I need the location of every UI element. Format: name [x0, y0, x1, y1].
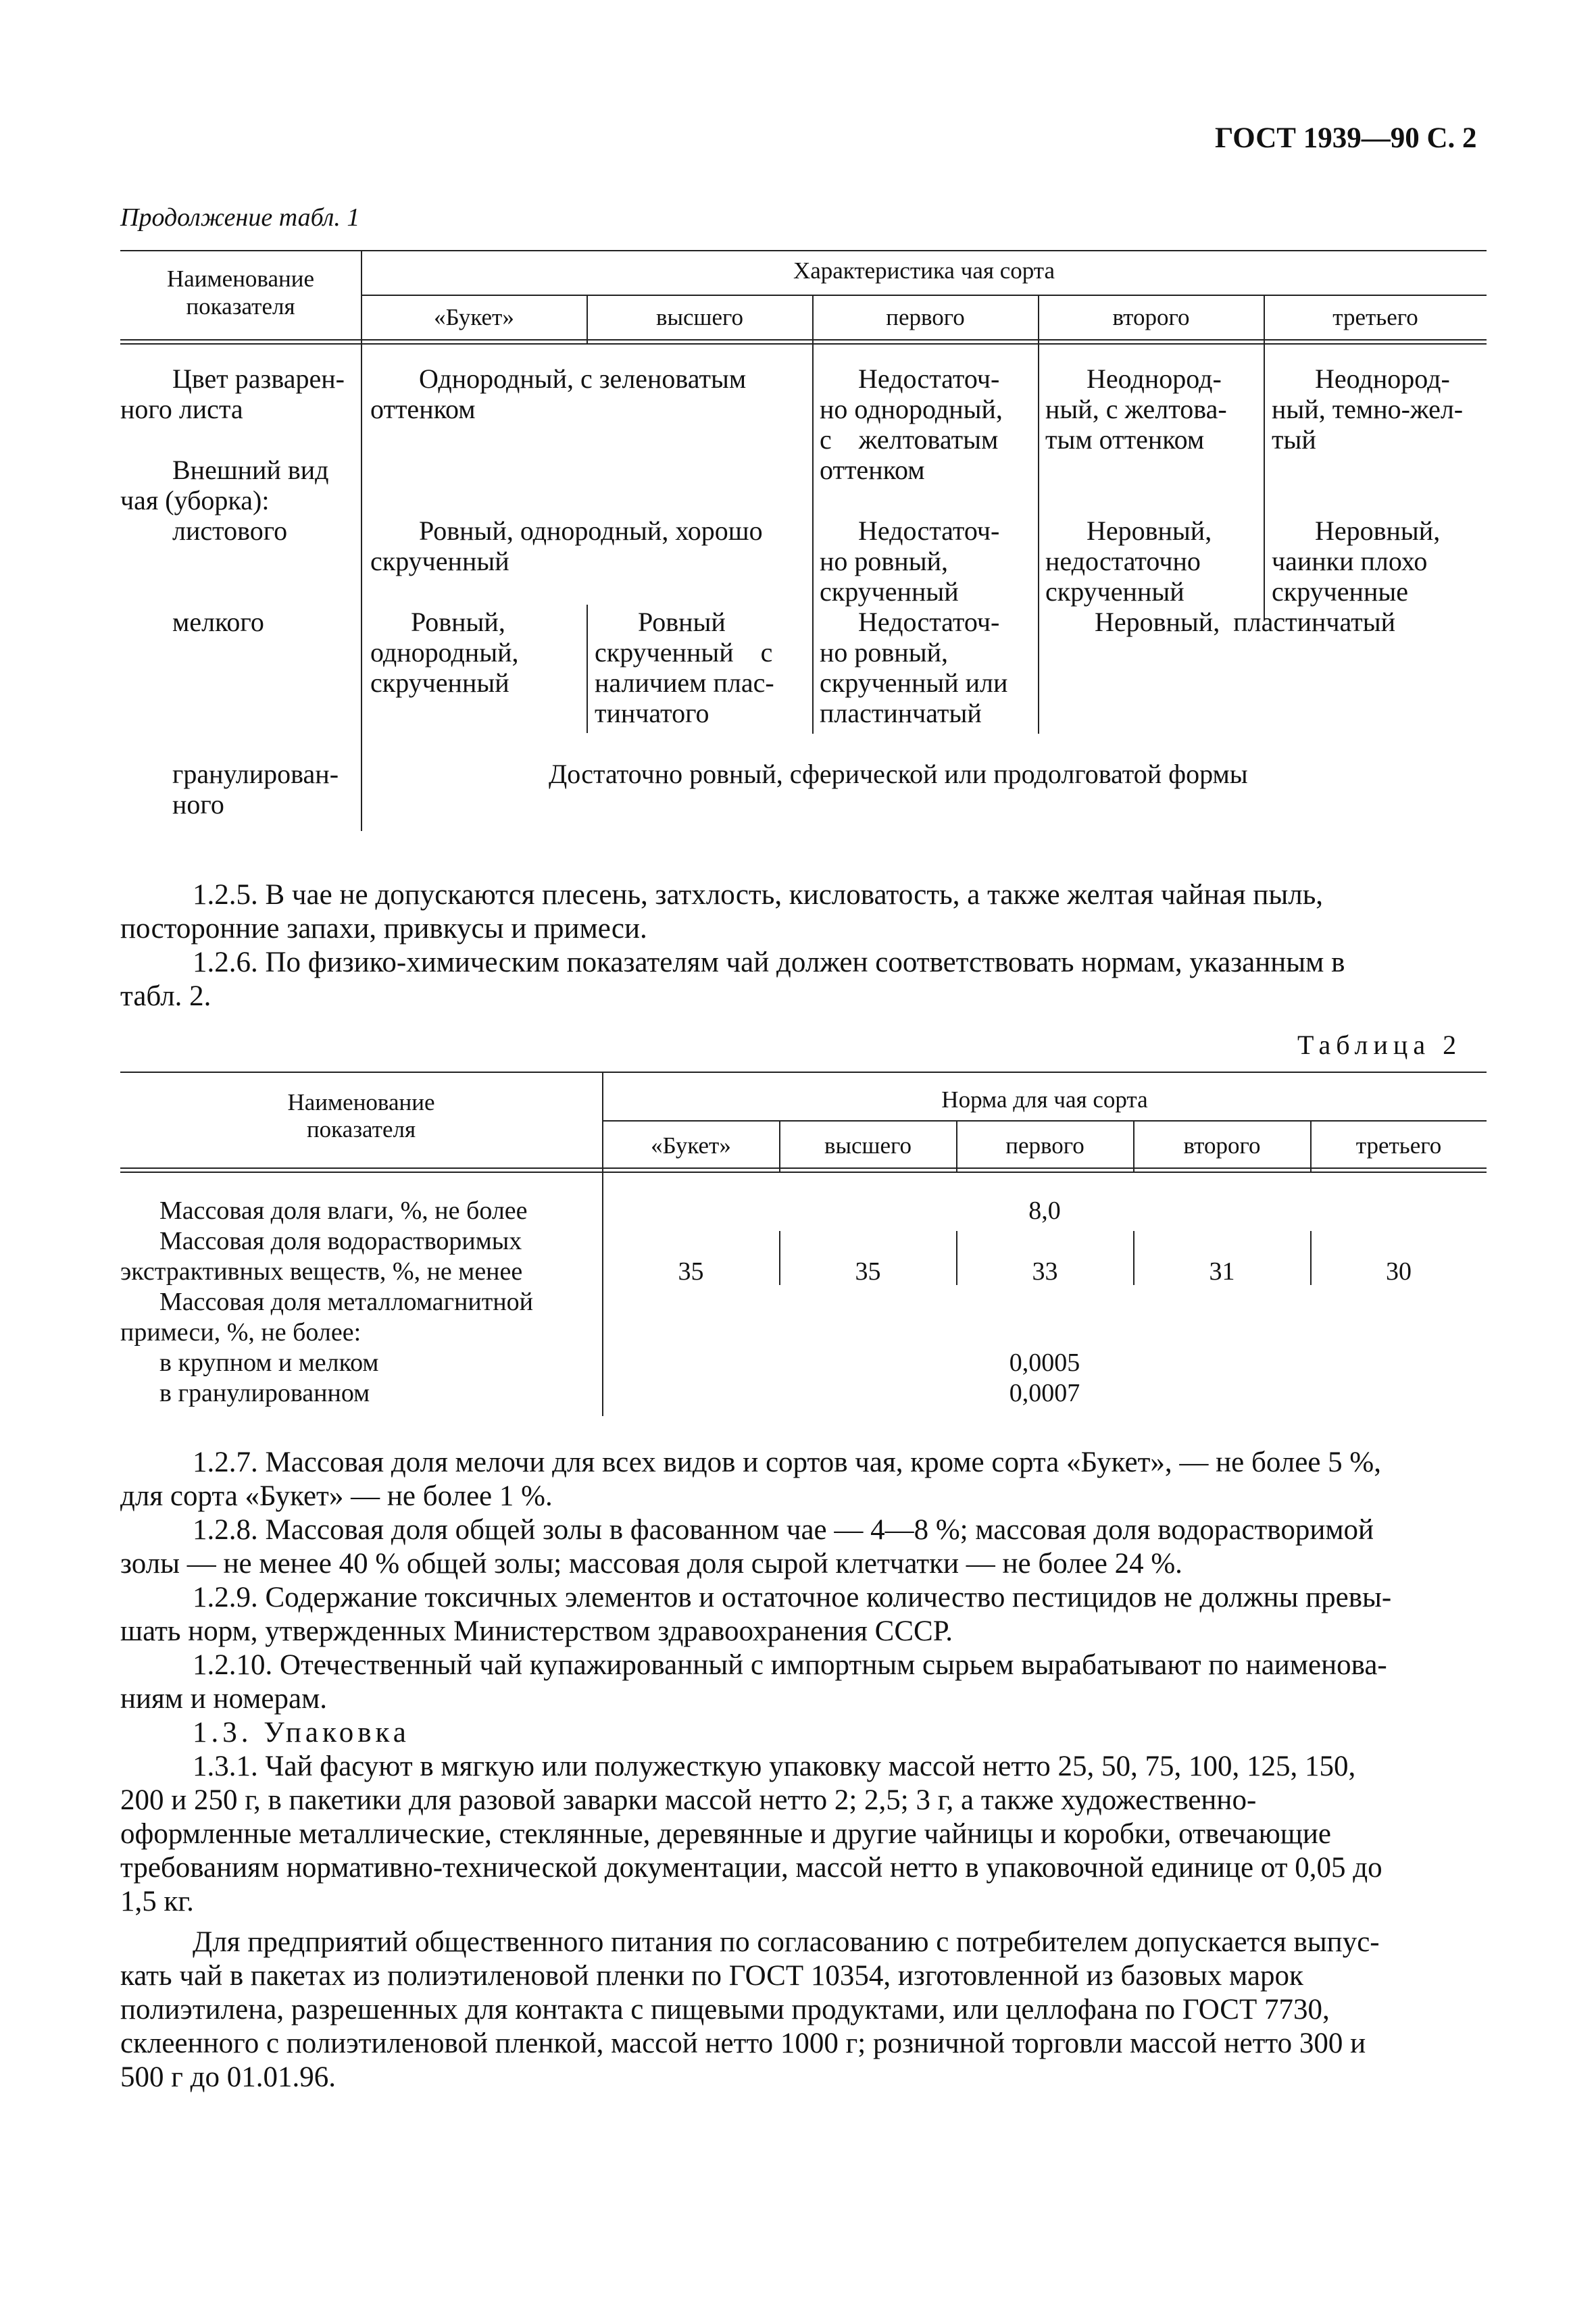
document-number-header: ГОСТ 1939—90 С. 2 — [1215, 122, 1477, 154]
table2-header-name-line2: показателя — [306, 1116, 416, 1142]
table1-cell-small-vtor-tret: Неровный, пластинчатый — [1095, 607, 1395, 637]
table2-value-metal-gran: 0,0007 — [1009, 1379, 1080, 1407]
table1-vline-col5 — [1264, 295, 1265, 619]
table2-value-extract-buket: 35 — [678, 1257, 704, 1286]
table1-cell-leaf-buket-l2: скрученный — [370, 546, 509, 576]
table1-cell-small-buket-l3: скрученный — [370, 668, 509, 698]
table2-value-extract-vtor: 31 — [1209, 1257, 1235, 1286]
para-1-3-1-line1: 1.3.1. Чай фасуют в мягкую или полужесткую упаковку массой нетто 25, 50, 75, 100, 125, 150, — [193, 1751, 1356, 1782]
table1-cell-small-buket-l1: Ровный, — [411, 607, 505, 637]
table1-cell-small-vysh-l1: Ровный — [638, 607, 726, 637]
table2-group-rule — [603, 1120, 1487, 1122]
table2-row-label-extract-l2: экстрактивных веществ, %, не менее — [120, 1257, 523, 1286]
table2-col-buket: «Букет» — [651, 1132, 731, 1159]
table2-value-moisture: 8,0 — [1028, 1197, 1061, 1225]
para-1-3-1-line4: требованиям нормативно-технической документации, массой нетто в упаковочной единице от 0,05 до — [120, 1852, 1382, 1884]
table1-cell-small-buket-l2: однородный, — [370, 637, 519, 668]
table1-cell-color-perv-l4: оттенком — [820, 455, 925, 485]
para-1-2-9-line1: 1.2.9. Содержание токсичных элементов и остаточное количество пестицидов не должны превы- — [193, 1582, 1392, 1613]
table1-row-gran-name-l2: ного — [172, 789, 224, 820]
table2-header-bottom-rule — [120, 1167, 1487, 1169]
table1-cell-leaf-perv-l1: Недостаточ- — [858, 515, 1000, 546]
table1-cell-color-perv-l3: с желтоватым — [820, 424, 999, 455]
table2-col-vtorogo: второго — [1183, 1132, 1261, 1159]
para-1-2-6-line2: табл. 2. — [120, 980, 211, 1012]
table1-vline-name — [361, 250, 362, 831]
table1-row-look-name-l2: чая (уборка): — [120, 485, 270, 515]
table1-row-color-name-l1: Цвет разварен- — [172, 363, 345, 394]
table1-col-pervogo: первого — [886, 304, 965, 330]
table2-col-vysshego: высшего — [824, 1132, 912, 1159]
table1-caption: Продолжение табл. 1 — [120, 203, 360, 232]
table1-cell-color-tret-l3: тый — [1272, 424, 1316, 455]
table2-header-group: Норма для чая сорта — [941, 1086, 1148, 1113]
para-1-3-1-line2: 200 и 250 г, в пакетики для разовой заварки массой нетто 2; 2,5; 3 г, а также художественно- — [120, 1784, 1257, 1816]
para-1-2-5-line2: посторонние запахи, привкусы и примеси. — [120, 913, 647, 945]
table1-cell-leaf-tret-l2: чаинки плохо — [1272, 546, 1428, 576]
para-1-3-1-line5: 1,5 кг. — [120, 1886, 194, 1917]
table1-cell-small-vysh-l4: тинчатого — [595, 698, 709, 728]
para-1-2-7-line2: для сорта «Букет» — не более 1 %. — [120, 1480, 553, 1512]
table1-vline-col4 — [1038, 295, 1039, 734]
table2-row-label-metal-l2: примеси, %, не более: — [120, 1318, 361, 1347]
table2-row-label-extract-l1: Массовая доля водорастворимых — [159, 1227, 522, 1255]
para-public-catering-line1: Для предприятий общественного питания по согласованию с потребителем допускается выпус- — [193, 1926, 1380, 1958]
table1-cell-leaf-tret-l3: скрученные — [1272, 576, 1408, 607]
table2-row-label-metal-l1: Массовая доля металломагнитной — [159, 1288, 534, 1316]
table1-cell-color-perv-l2: но однородный, — [820, 394, 1003, 424]
table1-header-name-line2: показателя — [186, 293, 295, 320]
table2-top-rule — [120, 1072, 1487, 1073]
table2-header-double-rule — [120, 1172, 1487, 1173]
para-1-2-8-line2: золы — не менее 40 % общей золы; массовая доля сырой клетчатки — не более 24 %. — [120, 1548, 1182, 1580]
table1-cell-small-perv-l4: пластинчатый — [820, 698, 982, 728]
table1-cell-small-perv-l1: Недостаточ- — [858, 607, 1000, 637]
table1-col-tretego: третьего — [1332, 304, 1418, 330]
table1-header-group: Характеристика чая сорта — [793, 257, 1055, 284]
table1-cell-small-perv-l3: скрученный или — [820, 668, 1008, 698]
table1-row-color-name-l2: ного листа — [120, 394, 243, 424]
para-public-catering-line2: кать чай в пакетах из полиэтиленовой пленки по ГОСТ 10354, изготовленной из базовых марок — [120, 1960, 1303, 1992]
table1-cell-leaf-perv-l2: но ровный, — [820, 546, 948, 576]
table2-col-tretego: третьего — [1355, 1132, 1442, 1159]
table1-cell-color-tret-l2: ный, темно-жел- — [1272, 394, 1464, 424]
table1-cell-color-tret-l1: Неоднород- — [1315, 363, 1450, 394]
para-public-catering-line4: склеенного с полиэтиленовой пленкой, массой нетто 1000 г; розничной торговли массой нетто 300 и — [120, 2028, 1366, 2059]
para-1-2-10-line2: ниям и номерам. — [120, 1683, 328, 1715]
para-1-2-6-line1: 1.2.6. По физико-химическим показателям чай должен соответствовать нормам, указанным в — [193, 947, 1345, 978]
table1-header-bottom-rule — [120, 339, 1487, 341]
table2-row-label-metal-gran: в гранулированном — [159, 1379, 370, 1407]
table1-cell-leaf-vtor-l2: недостаточно — [1045, 546, 1201, 576]
para-1-2-9-line2: шать норм, утвержденных Министерством здравоохранения СССР. — [120, 1615, 953, 1647]
para-1-2-8-line1: 1.2.8. Массовая доля общей золы в фасованном чае — 4—8 %; массовая доля водорастворимой — [193, 1514, 1374, 1546]
para-public-catering-line5: 500 г до 01.01.96. — [120, 2061, 336, 2093]
table1-cell-color-vtor-l3: тым оттенком — [1045, 424, 1205, 455]
table1-row-gran-name-l1: гранулирован- — [172, 759, 339, 789]
table1-cell-small-perv-l2: но ровный, — [820, 637, 948, 668]
table2-value-extract-vysh: 35 — [855, 1257, 881, 1286]
table2-col-pervogo: первого — [1005, 1132, 1084, 1159]
table2-value-extract-tret: 30 — [1386, 1257, 1412, 1286]
table1-row-leaf-name: листового — [172, 515, 288, 546]
table1-group-rule — [361, 295, 1487, 296]
table1-cell-small-vysh-l3: наличием плас- — [595, 668, 774, 698]
table1-vline-small-split — [587, 605, 588, 733]
table1-cell-color-vtor-l1: Неоднород- — [1087, 363, 1222, 394]
table1-cell-color-perv-l1: Недостаточ- — [858, 363, 1000, 394]
table1-vline-col3 — [812, 295, 814, 734]
table2-value-metal-coarse: 0,0005 — [1009, 1349, 1080, 1377]
table1-col-vtorogo: второго — [1112, 304, 1190, 330]
table1-col-buket: «Букет» — [434, 304, 514, 330]
para-1-2-10-line1: 1.2.10. Отечественный чай купажированный с импортным сырьем вырабатывают по наименова- — [193, 1649, 1387, 1681]
table2-title: Таблица 2 — [1297, 1030, 1462, 1060]
table2-row-label-metal-coarse: в крупном и мелком — [159, 1349, 379, 1377]
table1-header-double-rule — [120, 343, 1487, 345]
table1-top-rule — [120, 250, 1487, 251]
table1-cell-color-buket-l1: Однородный, с зеленоватым — [419, 363, 747, 394]
table1-cell-color-buket-l2: оттенком — [370, 394, 476, 424]
table1-cell-leaf-vtor-l1: Неровный, — [1087, 515, 1212, 546]
table1-cell-leaf-perv-l3: скрученный — [820, 576, 959, 607]
table1-cell-color-vtor-l2: ный, с желтова- — [1045, 394, 1227, 424]
table1-cell-leaf-vtor-l3: скрученный — [1045, 576, 1184, 607]
table2-header-name-line1: Наименование — [287, 1089, 435, 1115]
table1-cell-leaf-tret-l1: Неровный, — [1315, 515, 1441, 546]
table1-row-look-name-l1: Внешний вид — [172, 455, 329, 485]
table1-cell-small-vysh-l2: скрученный с — [595, 637, 773, 668]
table1-header-name-line1: Наименование — [166, 266, 315, 292]
table1-cell-gran-all: Достаточно ровный, сферической или продолговатой формы — [549, 759, 1248, 789]
table1-cell-leaf-buket-l1: Ровный, однородный, хорошо — [419, 515, 763, 546]
table1-col-vysshego: высшего — [655, 304, 744, 330]
para-1-2-7-line1: 1.2.7. Массовая доля мелочи для всех видов и сортов чая, кроме сорта «Букет», — не более 5 %, — [193, 1447, 1381, 1478]
table2-value-extract-perv: 33 — [1032, 1257, 1058, 1286]
table2-row-label-moisture: Массовая доля влаги, %, не более — [159, 1197, 528, 1225]
para-public-catering-line3: полиэтилена, разрешенных для контакта с пищевыми продуктами, или целлофана по ГОСТ 7730, — [120, 1994, 1330, 2026]
section-1-3-heading: 1.3. Упаковка — [193, 1717, 410, 1749]
para-1-3-1-line3: оформленные металлические, стеклянные, деревянные и другие чайницы и коробки, отвечающие — [120, 1818, 1332, 1850]
table1-row-small-name: мелкого — [172, 607, 264, 637]
para-1-2-5-line1: 1.2.5. В чае не допускаются плесень, затхлость, кисловатость, а также желтая чайная пыль, — [193, 879, 1324, 911]
